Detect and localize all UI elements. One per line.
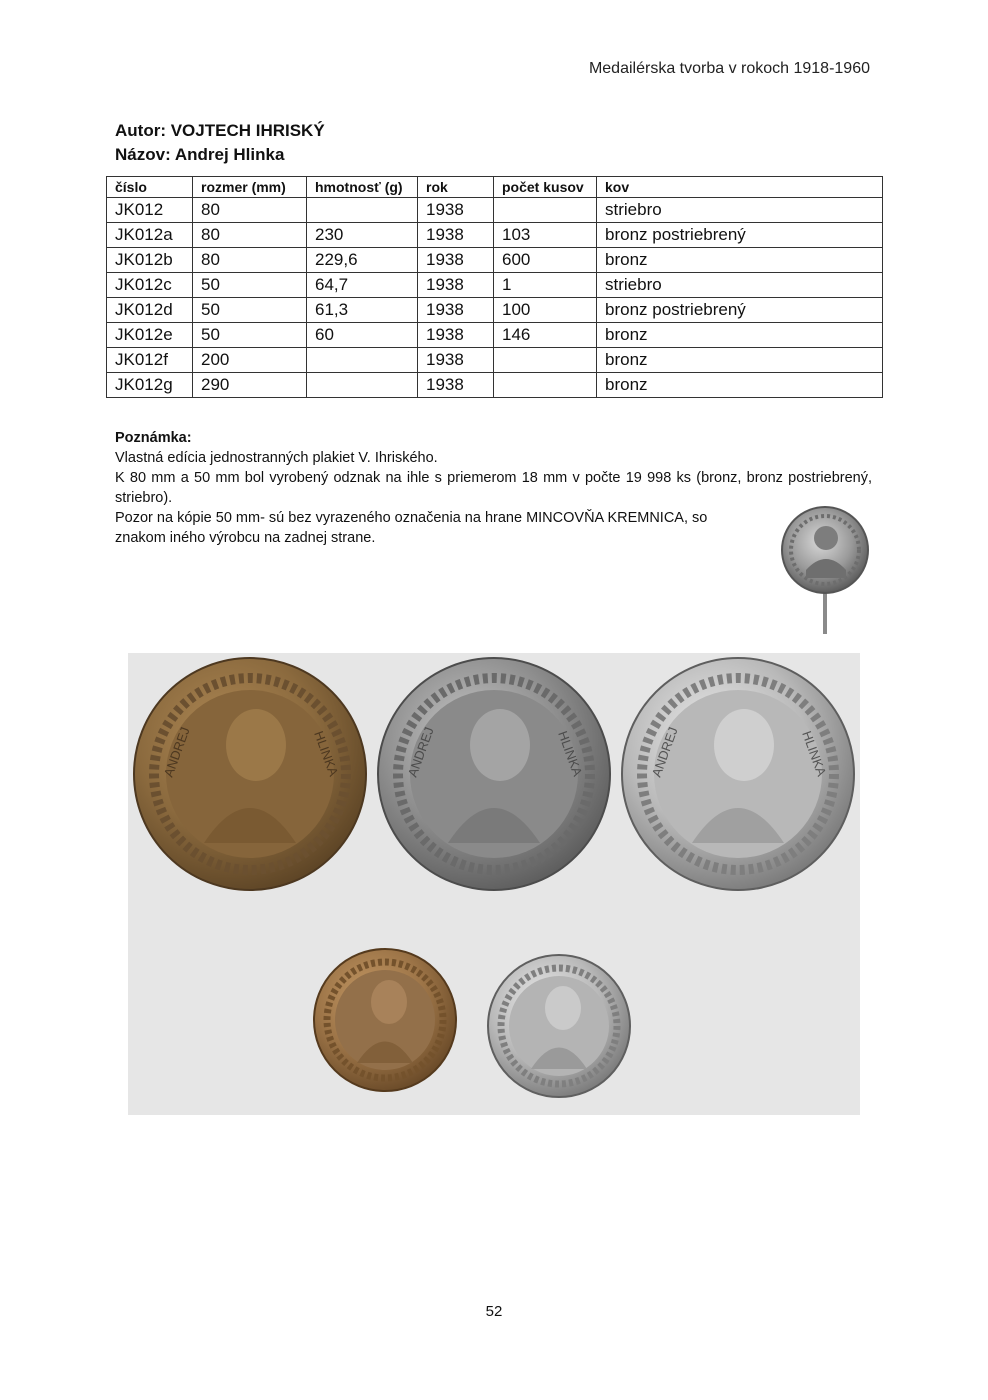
medal-inscription-right: HLINKA: [799, 728, 830, 779]
cell-hmotnost: 230: [307, 223, 418, 248]
medal-inscription-right: HLINKA: [311, 728, 342, 779]
col-header-rozmer: rozmer (mm): [193, 177, 307, 198]
medal-silver-dark-large: [378, 658, 610, 890]
cell-pocet-kusov: 103: [494, 223, 597, 248]
cell-kov: bronz: [597, 323, 883, 348]
medal-portrait-head: [226, 709, 286, 781]
table-row: [107, 373, 883, 398]
note-edition-text: Vlastná edícia jednostranných plakiet V. Ihriského.: [115, 450, 438, 466]
cell-hmotnost: [307, 348, 418, 373]
col-header-pocet-kusov: počet kusov: [494, 177, 597, 198]
cell-kov: bronz: [597, 248, 883, 273]
cell-hmotnost: 64,7: [307, 273, 418, 298]
cell-rok: 1938: [418, 298, 494, 323]
pin-badge-disc: [782, 507, 868, 593]
cell-hmotnost: [307, 373, 418, 398]
medal-portrait-head: [545, 986, 581, 1030]
medal-inscription-left: ANDREJ: [404, 725, 437, 780]
cell-rok: 1938: [418, 348, 494, 373]
table-row: [107, 198, 883, 223]
cell-pocet-kusov: 100: [494, 298, 597, 323]
cell-rok: 1938: [418, 223, 494, 248]
pin-portrait-head: [814, 526, 838, 550]
medals-photo: [128, 653, 860, 1115]
title-block: [115, 119, 325, 167]
cell-rozmer: 290: [193, 373, 307, 398]
cell-cislo: JK012: [107, 198, 193, 223]
cell-pocet-kusov: 1: [494, 273, 597, 298]
cell-rok: 1938: [418, 323, 494, 348]
cell-rok: 1938: [418, 198, 494, 223]
cell-rozmer: 50: [193, 323, 307, 348]
medal-bronze-large: [134, 658, 366, 890]
medal-silver-bright-large: [622, 658, 854, 890]
col-header-hmotnost: hmotnosť (g): [307, 177, 418, 198]
col-header-rok: rok: [418, 177, 494, 198]
table-row: [107, 248, 883, 273]
cell-pocet-kusov: 600: [494, 248, 597, 273]
table-row: [107, 348, 883, 373]
cell-kov: striebro: [597, 198, 883, 223]
cell-rok: 1938: [418, 273, 494, 298]
col-header-cislo: číslo: [107, 177, 193, 198]
cell-cislo: JK012b: [107, 248, 193, 273]
cell-kov: bronz postriebrený: [597, 298, 883, 323]
cell-pocet-kusov: [494, 373, 597, 398]
cell-rok: 1938: [418, 373, 494, 398]
cell-rozmer: 80: [193, 198, 307, 223]
cell-rozmer: 50: [193, 273, 307, 298]
cell-cislo: JK012c: [107, 273, 193, 298]
table-row: [107, 223, 883, 248]
cell-kov: striebro: [597, 273, 883, 298]
col-header-kov: kov: [597, 177, 883, 198]
cell-hmotnost: 229,6: [307, 248, 418, 273]
note-section: [115, 428, 872, 548]
cell-cislo: JK012f: [107, 348, 193, 373]
table-row: [107, 323, 883, 348]
cell-kov: bronz: [597, 348, 883, 373]
cell-cislo: JK012a: [107, 223, 193, 248]
medal-portrait-head: [371, 980, 407, 1024]
cell-rozmer: 80: [193, 248, 307, 273]
note-heading: Poznámka:: [115, 430, 192, 446]
cell-rok: 1938: [418, 248, 494, 273]
pin-badge-photo: [762, 500, 890, 640]
cell-rozmer: 50: [193, 298, 307, 323]
medal-bronze-small: [314, 949, 456, 1091]
author-title: Autor: VOJTECH IHRISKÝ: [115, 121, 325, 140]
cell-pocet-kusov: 146: [494, 323, 597, 348]
medal-inscription-left: ANDREJ: [648, 725, 681, 780]
medal-silver-small: [488, 955, 630, 1097]
medal-name-title: Názov: Andrej Hlinka: [115, 145, 285, 164]
cell-cislo: JK012g: [107, 373, 193, 398]
cell-kov: bronz: [597, 373, 883, 398]
note-pin-badge-text: K 80 mm a 50 mm bol vyrobený odznak na ihle s priemerom 18 mm v počte 19 998 ks (bronz, bronz postriebrený, striebro).: [115, 470, 872, 506]
medal-inscription-right: HLINKA: [555, 728, 586, 779]
cell-cislo: JK012e: [107, 323, 193, 348]
cell-rozmer: 80: [193, 223, 307, 248]
medal-portrait-head: [714, 709, 774, 781]
medal-portrait-head: [470, 709, 530, 781]
cell-hmotnost: 61,3: [307, 298, 418, 323]
running-header: Medailérska tvorba v rokoch 1918-1960: [588, 60, 870, 77]
table-row: [107, 298, 883, 323]
table-header-row: [107, 177, 883, 198]
cell-hmotnost: 60: [307, 323, 418, 348]
medal-variants-table: [106, 176, 883, 398]
cell-pocet-kusov: [494, 198, 597, 223]
cell-cislo: JK012d: [107, 298, 193, 323]
cell-hmotnost: [307, 198, 418, 223]
page-number: 52: [485, 1303, 503, 1320]
medal-inscription-left: ANDREJ: [160, 725, 193, 780]
note-copy-warning-text: Pozor na kópie 50 mm- sú bez vyrazeného označenia na hrane MINCOVŇA KREMNICA, so znakom iného výrobcu na zadnej strane.: [115, 510, 708, 546]
cell-kov: bronz postriebrený: [597, 223, 883, 248]
cell-rozmer: 200: [193, 348, 307, 373]
table-row: [107, 273, 883, 298]
cell-pocet-kusov: [494, 348, 597, 373]
